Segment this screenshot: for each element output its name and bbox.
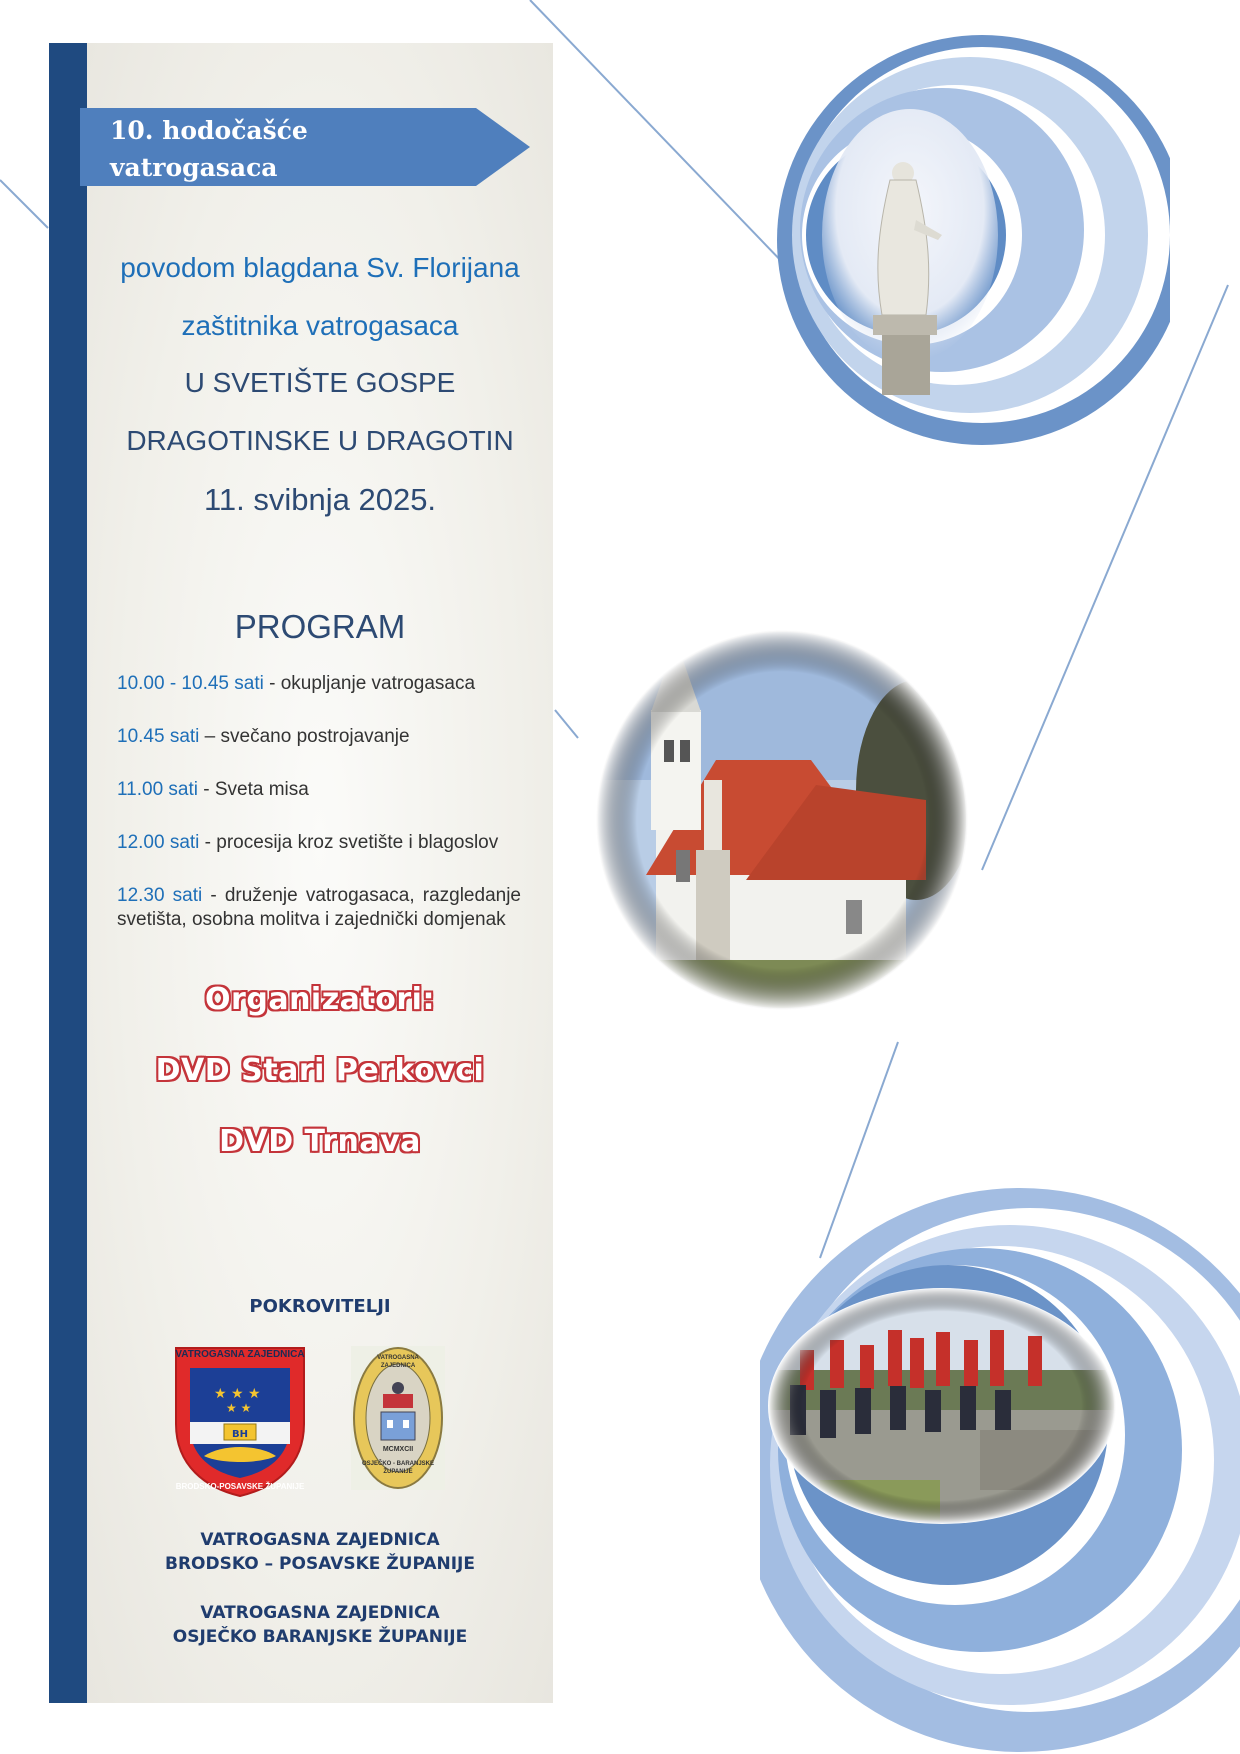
content-panel — [87, 43, 553, 1703]
program-time: 12.00 sati — [117, 832, 200, 853]
program-item — [117, 672, 521, 696]
program-heading: PROGRAM — [234, 608, 406, 645]
patrons-heading: POKROVITELJI — [249, 1296, 391, 1317]
brodsko-posavska-logo — [174, 1346, 306, 1498]
logo1-top-text: VATROGASNA ZAJEDNICA — [175, 1349, 305, 1360]
program-time: 10.45 sati — [117, 726, 200, 747]
church-photo — [596, 630, 968, 1010]
intro-line3: U SVETIŠTE GOSPE — [184, 367, 456, 398]
intro-line2: zaštitnika vatrogasaca — [181, 310, 459, 341]
logo2-year-text: MCMXCII — [382, 1446, 414, 1453]
program-item — [117, 831, 521, 855]
program-item — [117, 725, 521, 749]
program-item — [117, 884, 521, 932]
program-time: 11.00 sati — [117, 779, 198, 800]
procession-circle-graphic — [760, 1180, 1240, 1754]
program-item — [117, 778, 521, 802]
logo2-bottom-text: OSJEČKO - BARANJSKE ŽUPANIJE — [361, 1461, 434, 1475]
organizer-2: DVD Trnava — [219, 1124, 421, 1159]
intro-line4: DRAGOTINSKE U DRAGOTIN — [126, 425, 514, 456]
logo1-center-text: BH — [232, 1429, 248, 1440]
left-accent-bar — [49, 43, 87, 1703]
organizers-heading: Organizatori: — [205, 982, 435, 1017]
banner-title-line1: 10. hodočašće — [110, 116, 308, 145]
event-date: 11. svibnja 2025. — [203, 482, 437, 517]
logo1-bottom-text: BRODSKO-POSAVSKE ŽUPANIJE — [175, 1482, 305, 1491]
footer2-line1: VATROGASNA ZAJEDNICA — [200, 1603, 440, 1623]
program-time: 10.00 - 10.45 sati — [117, 673, 264, 694]
banner-title — [110, 112, 410, 186]
osjecko-baranjska-logo — [351, 1346, 445, 1490]
program-text: - procesija kroz svetište i blagoslov — [199, 832, 499, 853]
organizer-1: DVD Stari Perkovci — [155, 1053, 485, 1088]
banner-title-line2: vatrogasaca — [110, 153, 278, 182]
intro-line1: povodom blagdana Sv. Florijana — [120, 252, 520, 283]
program-text: – svečano postrojavanje — [199, 726, 410, 747]
statue-circle-graphic — [770, 30, 1170, 450]
program-text: - druženje vatrogasaca, razgledanje svetišta, osobna molitva i zajednički domjenak — [117, 885, 521, 930]
svg-text:★ ★: ★ ★ — [226, 1401, 252, 1415]
footer1-line1: VATROGASNA ZAJEDNICA — [200, 1530, 440, 1550]
logo2-top-text: VATROGASNA ZAJEDNICA — [377, 1355, 419, 1369]
program-text: - okupljanje vatrogasaca — [263, 673, 476, 694]
footer1-line2: BRODSKO – POSAVSKE ŽUPANIJE — [165, 1554, 475, 1574]
program-text: - Sveta misa — [197, 779, 309, 800]
svg-text:★ ★ ★: ★ ★ ★ — [214, 1386, 261, 1402]
shield-emblem-icon — [174, 1346, 306, 1498]
program-time: 12.30 sati — [117, 885, 203, 906]
footer2-line2: OSJEČKO BARANJSKE ŽUPANIJE — [172, 1627, 468, 1647]
